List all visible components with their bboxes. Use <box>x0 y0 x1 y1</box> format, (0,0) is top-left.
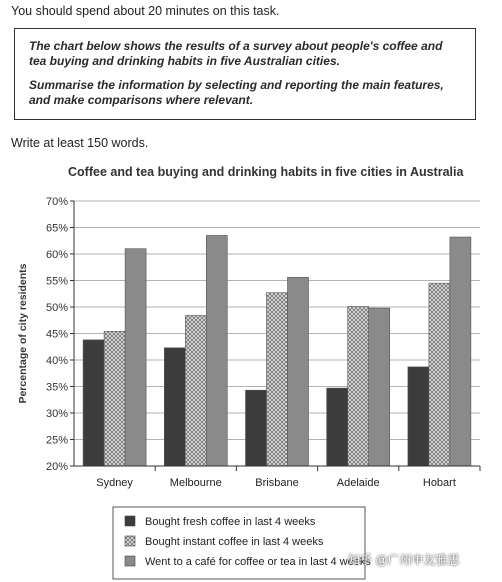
bar-fresh-coffee <box>246 390 267 466</box>
y-tick-label: 40% <box>45 355 68 367</box>
bar-fresh-coffee <box>83 340 104 466</box>
x-category-label: Hobart <box>422 477 456 489</box>
instruction-text: You should spend about 20 minutes on this task. <box>11 4 280 18</box>
chart-title: Coffee and tea buying and drinking habits in five cities in Australia <box>68 165 464 179</box>
bar-cafe-visit <box>288 277 309 466</box>
y-tick-label: 35% <box>45 381 68 394</box>
bar-cafe-visit <box>206 235 227 466</box>
bar-cafe-visit <box>125 249 146 466</box>
watermark: 知乎 @广州申友雅思 <box>348 553 460 567</box>
x-category-label: Sydney <box>96 477 133 489</box>
legend-label: Bought instant coffee in last 4 weeks <box>145 536 324 548</box>
y-tick-label: 45% <box>45 328 68 341</box>
y-tick-label: 60% <box>45 249 68 261</box>
bar-fresh-coffee <box>408 367 429 466</box>
bar-cafe-visit <box>450 237 471 466</box>
task-paragraph-2: Summarise the information by selecting and reporting the main features, and make comparisons where relevant. <box>29 78 444 107</box>
bar-cafe-visit <box>369 308 390 466</box>
bar-instant-coffee <box>429 283 450 466</box>
y-tick-label: 30% <box>45 408 68 420</box>
bar-instant-coffee <box>348 306 369 466</box>
word-count-note: Write at least 150 words. <box>11 136 149 150</box>
legend-swatch <box>125 536 135 546</box>
bar-fresh-coffee <box>327 388 348 466</box>
legend-swatch <box>125 556 135 566</box>
task-paragraph-1: The chart below shows the results of a survey about people's coffee and tea buying and drinking habits in five Australian cities. <box>29 39 443 68</box>
legend-label: Went to a café for coffee or tea in last 4 weeks <box>145 556 371 568</box>
x-category-label: Melbourne <box>169 477 222 489</box>
bar-instant-coffee <box>185 315 206 466</box>
y-tick-label: 20% <box>45 461 68 473</box>
y-tick-label: 65% <box>45 222 68 235</box>
bar-fresh-coffee <box>164 348 185 466</box>
legend-label: Bought fresh coffee in last 4 weeks <box>145 516 316 528</box>
x-category-label: Brisbane <box>255 477 299 489</box>
x-category-label: Adelaide <box>336 477 380 489</box>
y-tick-label: 55% <box>45 275 68 288</box>
bar-instant-coffee <box>104 331 125 466</box>
legend-swatch <box>125 516 135 526</box>
y-tick-label: 25% <box>45 434 68 447</box>
bar-instant-coffee <box>267 293 288 466</box>
y-tick-label: 70% <box>45 196 68 208</box>
y-axis-label: Percentage of city residents <box>17 263 29 404</box>
y-tick-label: 50% <box>45 302 68 314</box>
